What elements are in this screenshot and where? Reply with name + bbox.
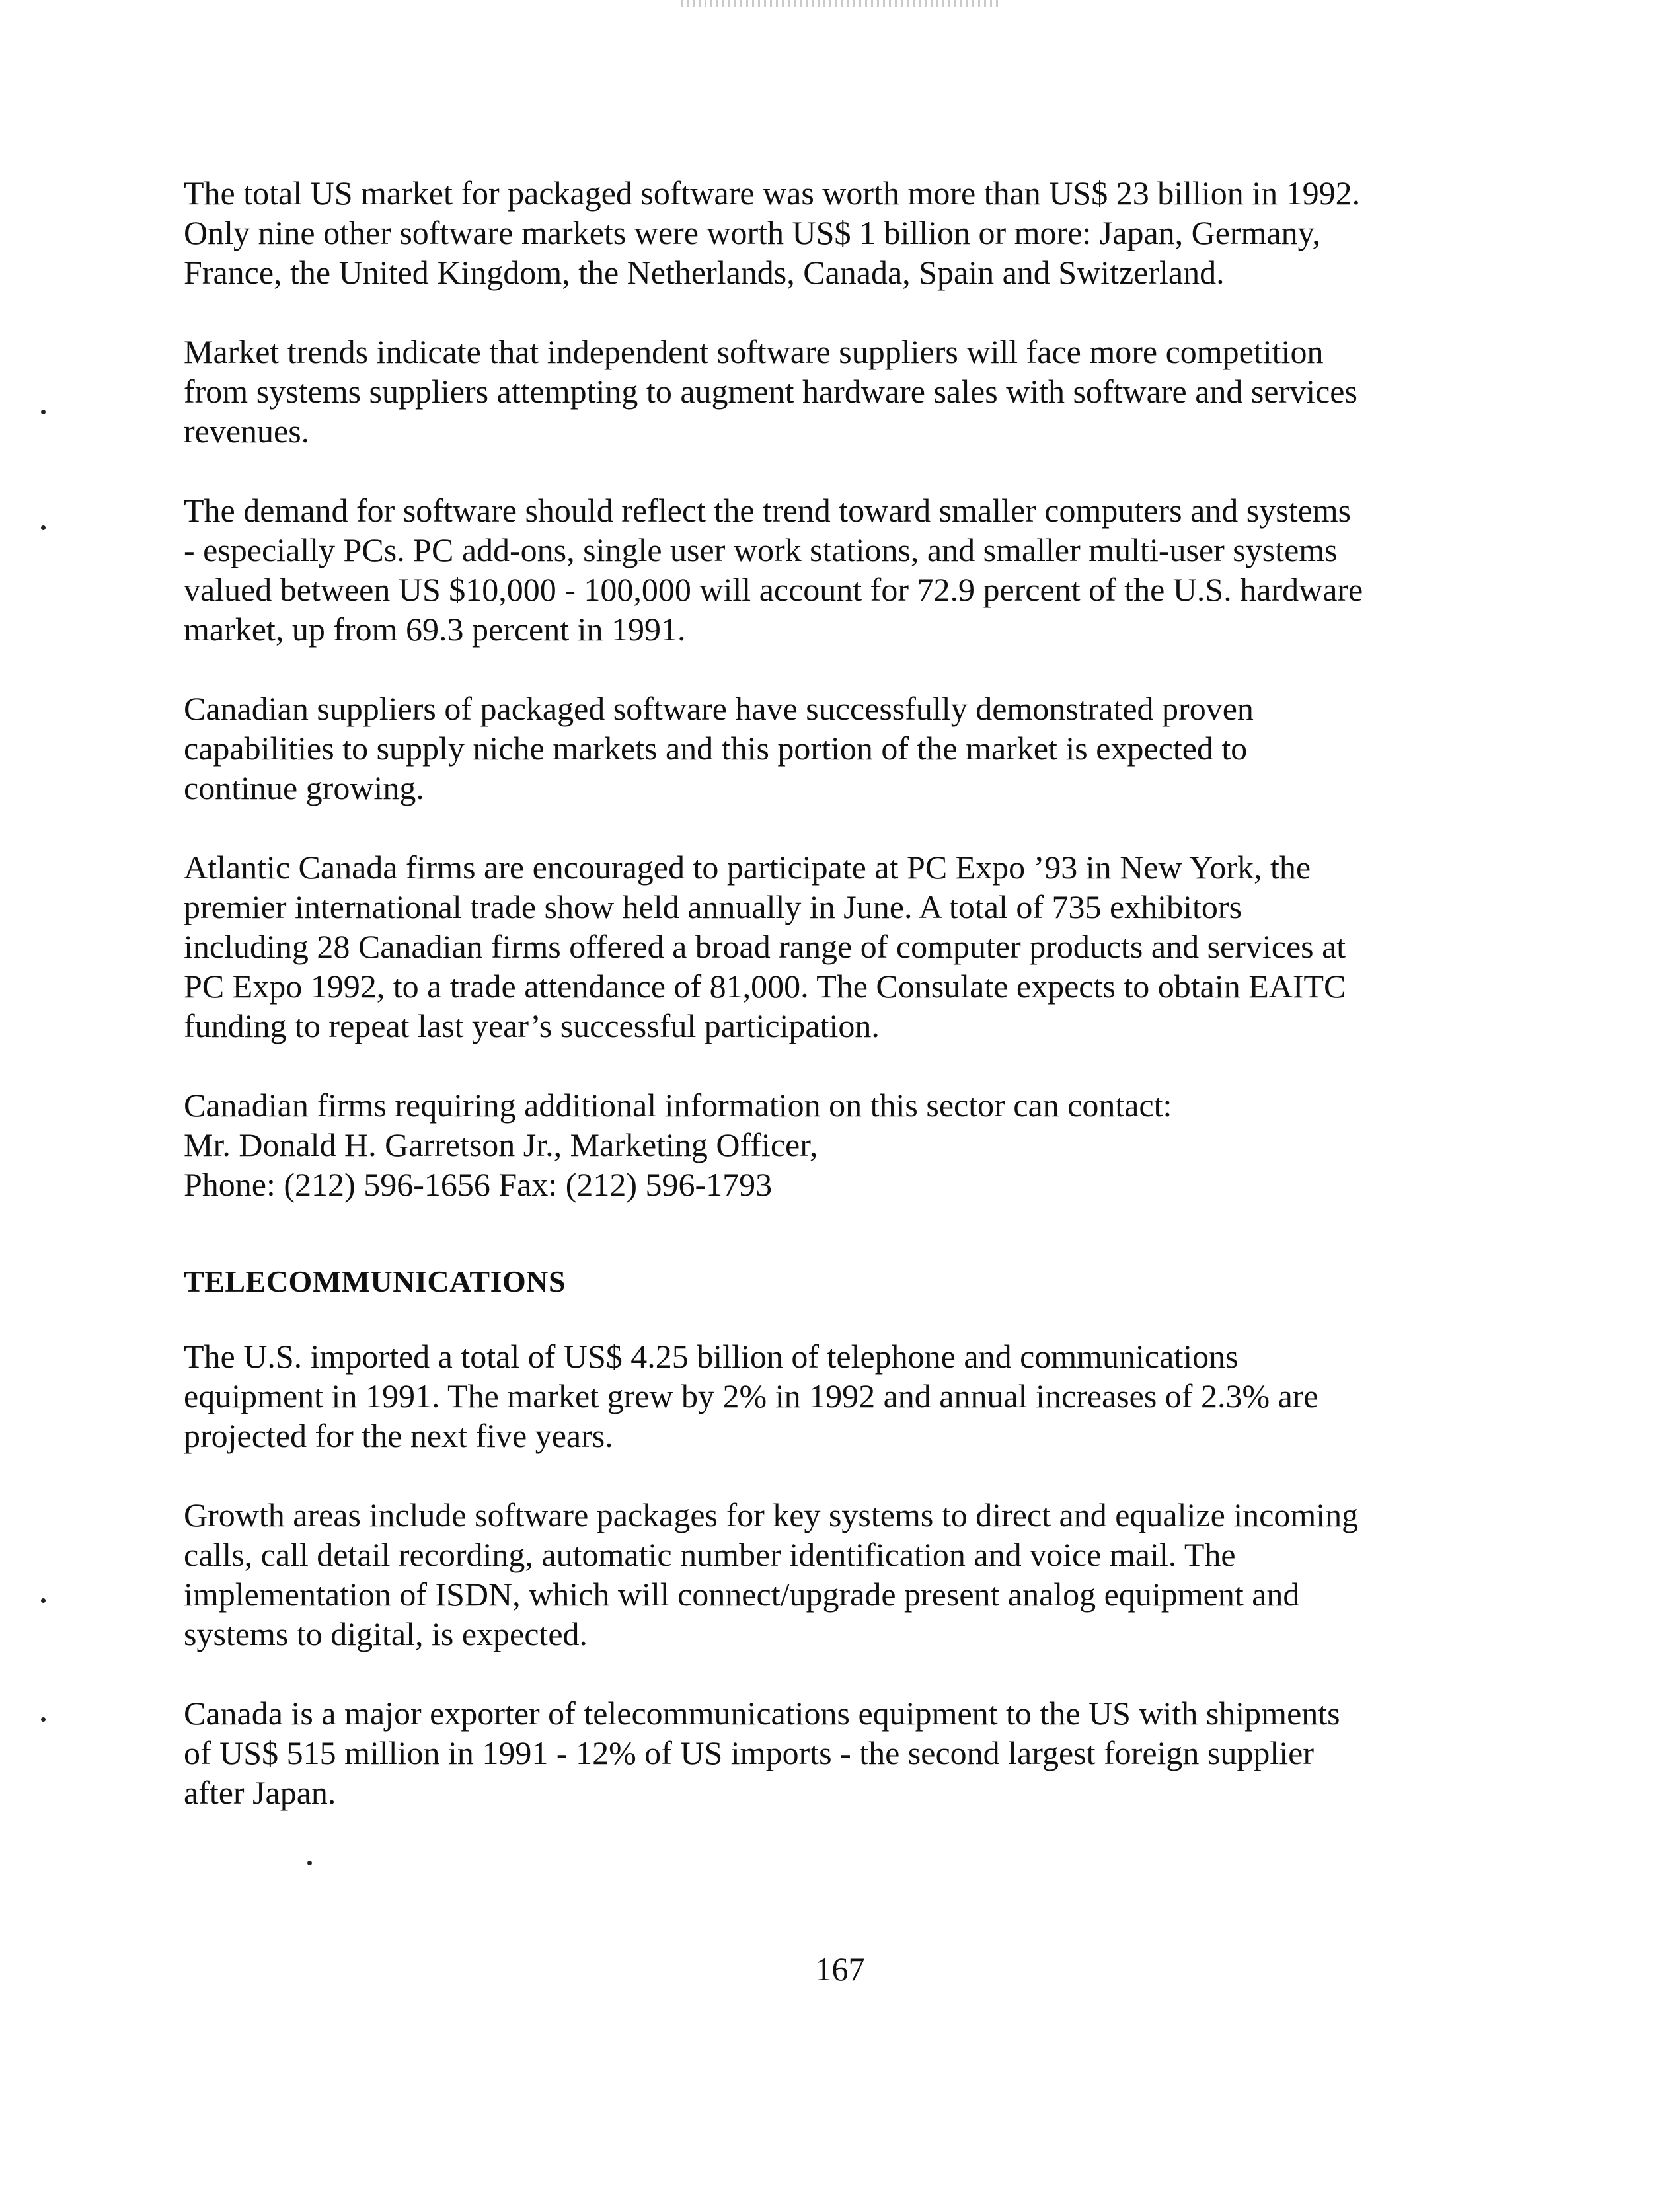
text-line: The total US market for packaged software was worth more than US$ 23 billion in 1992. <box>184 174 1361 212</box>
text-line: Canadian suppliers of packaged software have successfully demonstrated proven <box>184 690 1254 727</box>
scan-speck <box>41 1717 46 1722</box>
paragraph-market-trends <box>184 332 1506 451</box>
text-line: systems to digital, is expected. <box>184 1615 588 1652</box>
text-line: market, up from 69.3 percent in 1991. <box>184 611 686 648</box>
text-line: valued between US $10,000 - 100,000 will account for 72.9 percent of the U.S. hardware <box>184 571 1363 608</box>
text-line: projected for the next five years. <box>184 1417 613 1454</box>
scan-speck <box>307 1861 312 1865</box>
text-line: calls, call detail recording, automatic number identification and voice mail. The <box>184 1536 1236 1573</box>
scan-speck <box>41 410 46 414</box>
text-line: equipment in 1991. The market grew by 2% in 1992 and annual increases of 2.3% are <box>184 1377 1318 1414</box>
text-line: The demand for software should reflect the trend toward smaller computers and systems <box>184 492 1352 529</box>
scan-artifact <box>681 0 998 7</box>
text-line: after Japan. <box>184 1774 336 1811</box>
text-line: implementation of ISDN, which will connect/upgrade present analog equipment and <box>184 1576 1300 1613</box>
text-line: PC Expo 1992, to a trade attendance of 81,000. The Consulate expects to obtain EAITC <box>184 968 1346 1005</box>
text-line: France, the United Kingdom, the Netherlands, Canada, Spain and Switzerland. <box>184 254 1225 291</box>
text-line: premier international trade show held annually in June. A total of 735 exhibitors <box>184 888 1242 925</box>
text-line: of US$ 515 million in 1991 - 12% of US imports - the second largest foreign supplier <box>184 1734 1314 1771</box>
text-line: Canadian firms requiring additional information on this sector can contact: <box>184 1087 1172 1124</box>
paragraph-canadian-suppliers <box>184 689 1506 808</box>
section-heading: TELECOMMUNICATIONS <box>184 1264 566 1298</box>
text-line: from systems suppliers attempting to augment hardware sales with software and services <box>184 373 1357 410</box>
contact-phone-fax: Phone: (212) 596-1656 Fax: (212) 596-1793 <box>184 1166 773 1203</box>
body-text-software <box>184 173 1506 1204</box>
paragraph-pc-expo <box>184 847 1506 1046</box>
contact-name: Mr. Donald H. Garretson Jr., Marketing Officer, <box>184 1126 818 1163</box>
text-line: continue growing. <box>184 769 424 806</box>
text-line: Canada is a major exporter of telecommunications equipment to the US with shipments <box>184 1695 1340 1732</box>
scan-speck <box>41 525 46 530</box>
text-line: Growth areas include software packages for key systems to direct and equalize incoming <box>184 1496 1359 1533</box>
paragraph-software-demand <box>184 490 1506 649</box>
page-number: 167 <box>815 1951 865 1988</box>
text-line: including 28 Canadian firms offered a broad range of computer products and services at <box>184 928 1346 965</box>
body-text-telecom <box>184 1336 1506 1852</box>
scan-speck <box>41 1598 46 1603</box>
paragraph-telecom-imports <box>184 1336 1506 1455</box>
text-line: The U.S. imported a total of US$ 4.25 billion of telephone and communications <box>184 1338 1239 1375</box>
text-line: revenues. <box>184 412 310 449</box>
paragraph-growth-areas <box>184 1495 1506 1654</box>
text-line: capabilities to supply niche markets and this portion of the market is expected to <box>184 730 1248 767</box>
text-line: Only nine other software markets were worth US$ 1 billion or more: Japan, Germany, <box>184 214 1320 251</box>
paragraph-market-size <box>184 173 1506 292</box>
text-line: funding to repeat last year’s successful participation. <box>184 1007 880 1044</box>
paragraph-canada-exports <box>184 1693 1506 1812</box>
text-line: Market trends indicate that independent software suppliers will face more competition <box>184 333 1324 370</box>
text-line: Atlantic Canada firms are encouraged to participate at PC Expo ’93 in New York, the <box>184 849 1311 886</box>
paragraph-contact-info <box>184 1085 1506 1204</box>
text-line: - especially PCs. PC add-ons, single user work stations, and smaller multi-user systems <box>184 531 1338 568</box>
